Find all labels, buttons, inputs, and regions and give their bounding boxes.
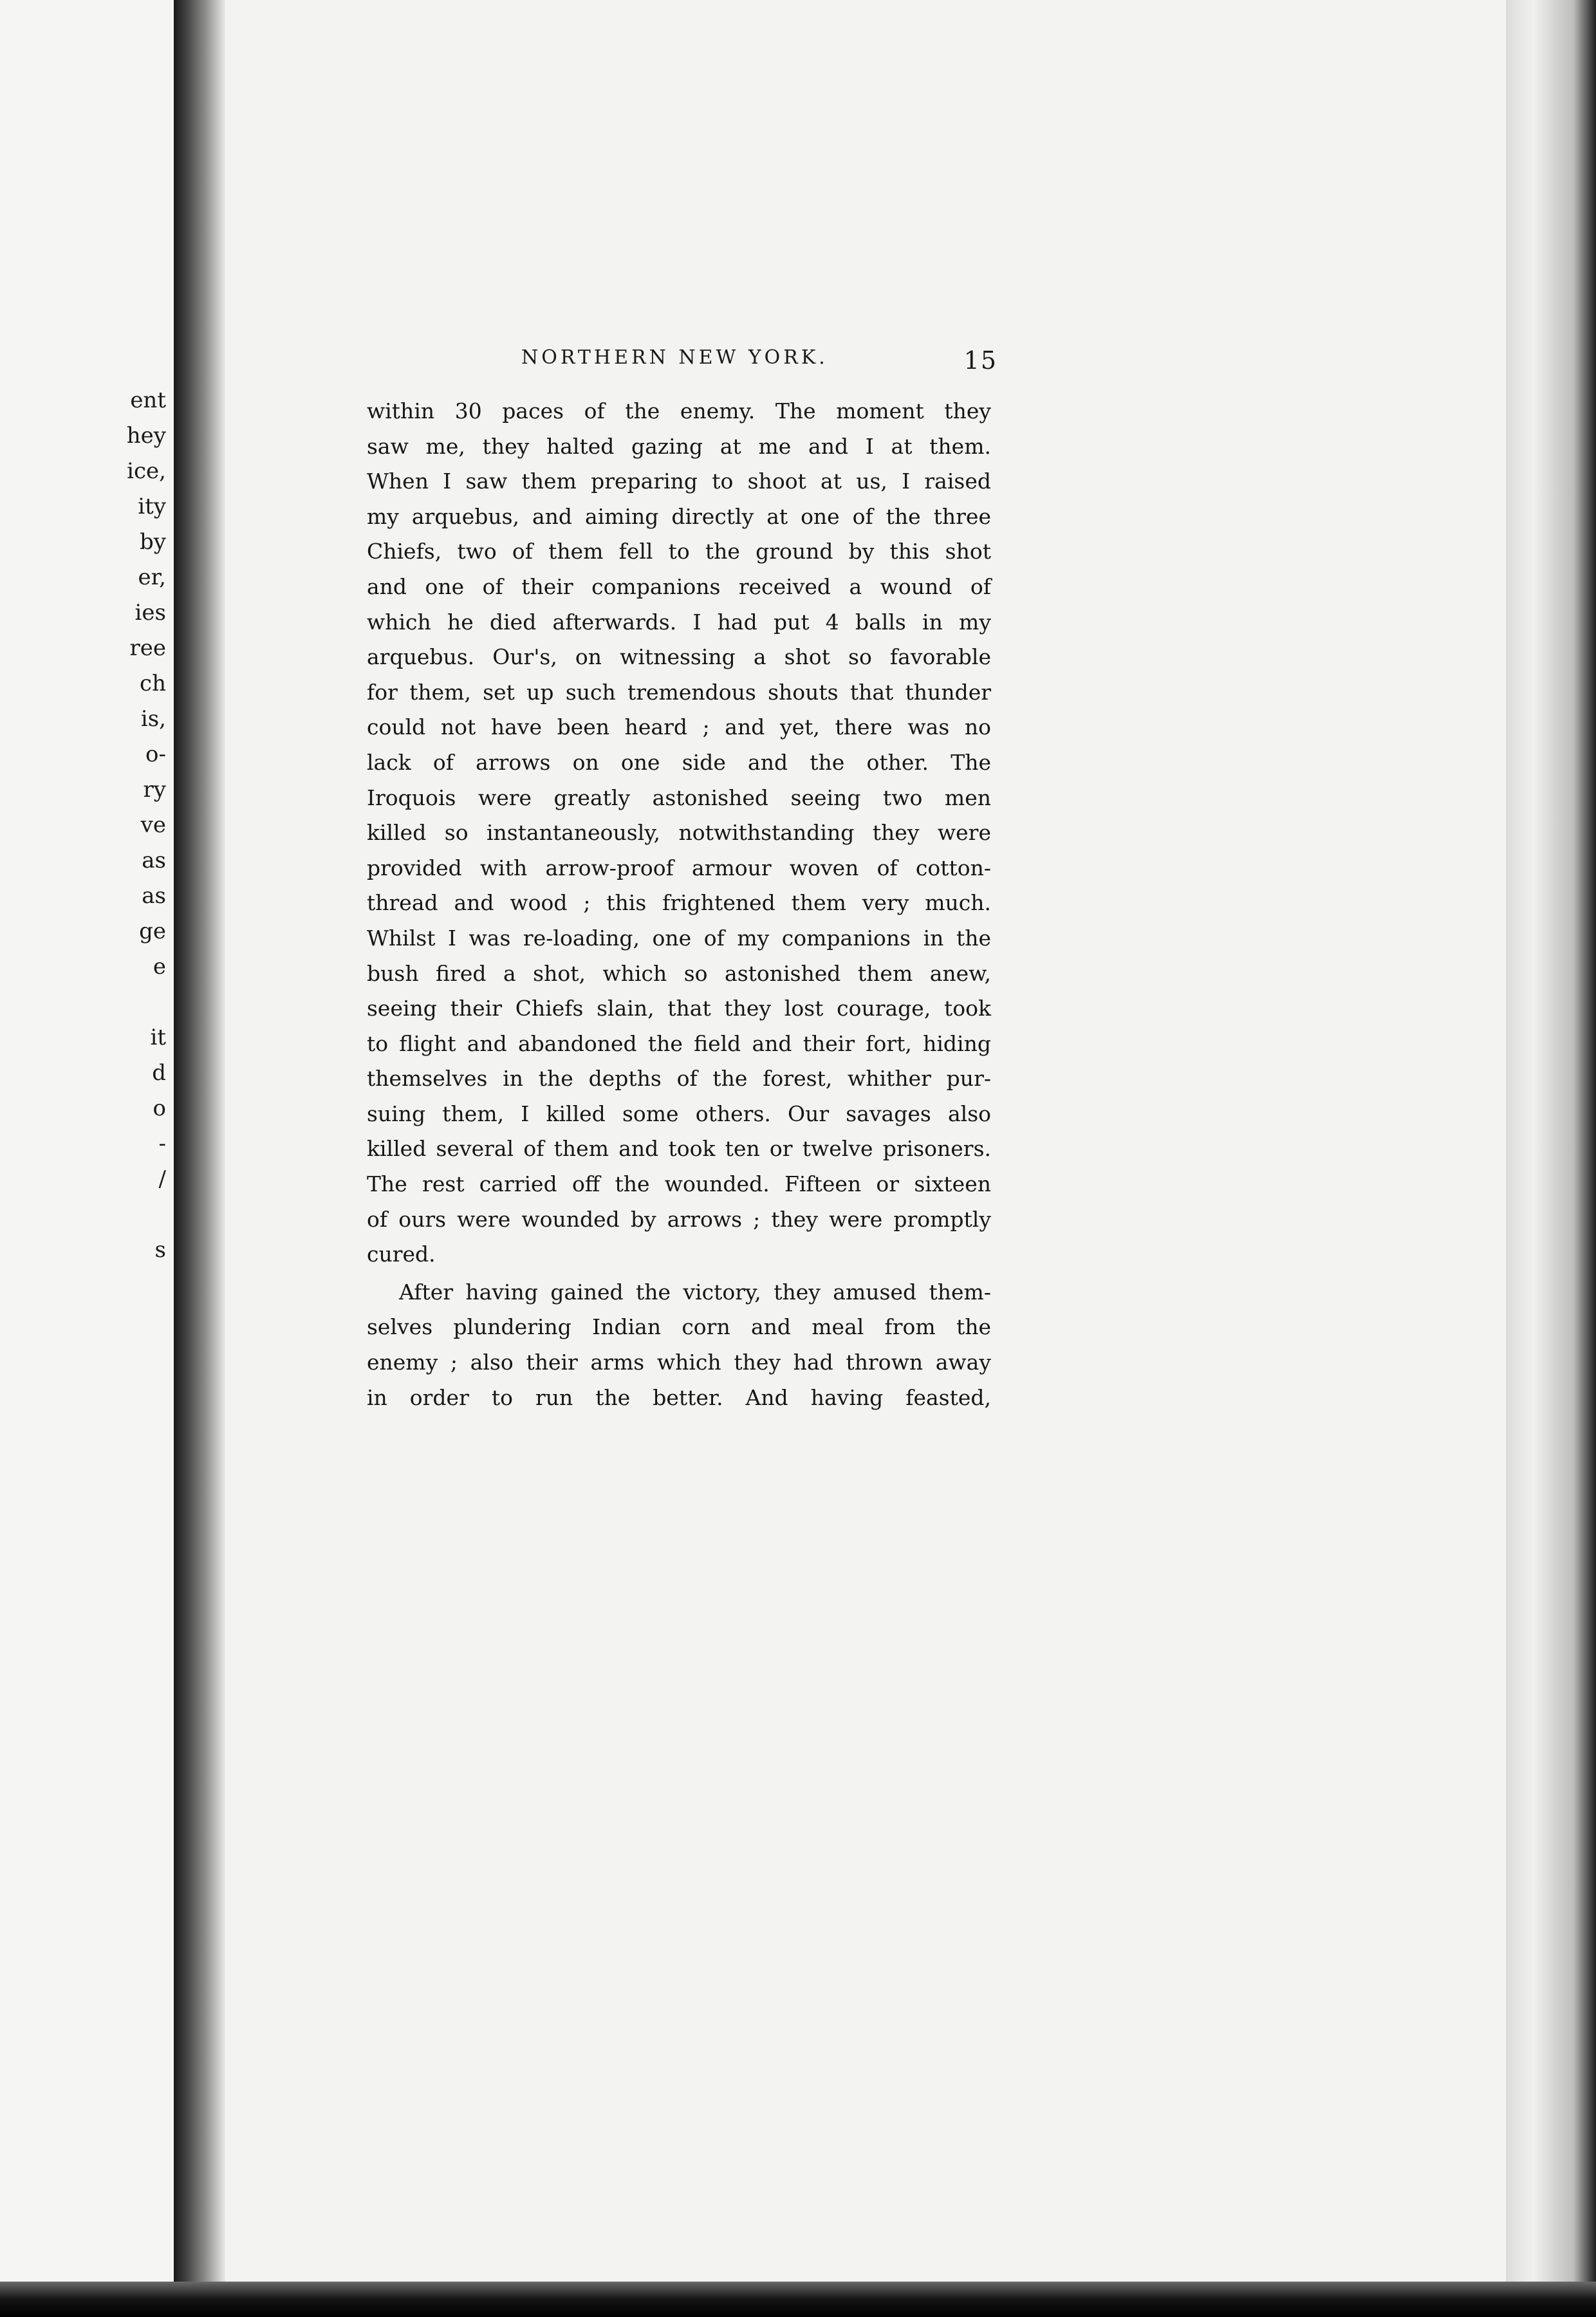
text-line: The rest carried off the wounded. Fifteen or sixteen (367, 1171, 991, 1197)
text-line: to flight and abandoned the field and their fort, hiding (367, 1030, 991, 1056)
left-fragment-line: s (154, 1237, 166, 1263)
text-line: enemy ; also their arms which they had thrown away (367, 1350, 991, 1375)
text-line: of ours were wounded by arrows ; they were promptly (367, 1206, 991, 1232)
left-fragment-line: o (153, 1095, 166, 1121)
left-fragment-line: by (140, 529, 166, 555)
left-fragment-line: as (142, 883, 166, 909)
text-line: Whilst I was re-loading, one of my companions in the (367, 925, 991, 951)
text-line: and one of their companions received a wound of (367, 573, 991, 599)
left-fragment-line: ice, (127, 458, 166, 484)
body-text (367, 394, 991, 1415)
text-line: which he died afterwards. I had put 4 balls in my (367, 609, 991, 635)
text-line: cured. (367, 1242, 436, 1267)
left-page-fragment (0, 0, 174, 2291)
text-line: could not have been heard ; and yet, there was no (367, 714, 991, 740)
left-fragment-line: d (152, 1060, 166, 1086)
left-fragment-line: it (150, 1025, 166, 1050)
paragraph (367, 394, 991, 1272)
book-gutter (174, 0, 225, 2291)
text-line: After having gained the victory, they amused them- (399, 1279, 991, 1305)
left-page-text-fragments (0, 383, 174, 1268)
text-line: for them, set up such tremendous shouts that thunder (367, 679, 991, 705)
text-line: Chiefs, two of them fell to the ground by this shot (367, 539, 991, 564)
left-fragment-line: / (158, 1166, 166, 1192)
page-edge (1506, 0, 1596, 2291)
text-line: in order to run the better. And having feasted, (367, 1384, 991, 1410)
text-line: seeing their Chiefs slain, that they lost courage, took (367, 996, 991, 1021)
left-fragment-line: ch (140, 671, 166, 696)
left-fragment-line: ree (129, 635, 166, 661)
text-line: my arquebus, and aiming directly at one of the three (367, 503, 991, 529)
text-line: within 30 paces of the enemy. The moment they (367, 398, 991, 423)
left-fragment-line: ies (135, 600, 166, 626)
left-fragment-line: as (142, 848, 166, 873)
left-fragment-line: ry (143, 777, 166, 803)
text-line: arquebus. Our's, on witnessing a shot so favorable (367, 644, 991, 670)
page-number: 15 (963, 346, 998, 375)
left-fragment-line: ve (140, 812, 166, 838)
text-line: killed so instantaneously, notwithstanding they were (367, 820, 991, 846)
text-line: provided with arrow-proof armour woven of cotton- (367, 855, 991, 880)
text-line: saw me, they halted gazing at me and I at them. (367, 433, 991, 459)
text-line: bush fired a shot, which so astonished them anew, (367, 960, 991, 986)
left-fragment-line: hey (126, 423, 166, 449)
paragraph (367, 1275, 991, 1415)
left-fragment-line: ity (138, 494, 166, 519)
left-fragment-line: - (158, 1131, 166, 1157)
running-head (360, 346, 998, 385)
text-line: lack of arrows on one side and the other. The (367, 749, 991, 775)
left-fragment-line: o- (145, 741, 166, 767)
text-line: selves plundering Indian corn and meal from the (367, 1314, 991, 1340)
left-fragment-line: er, (138, 564, 166, 590)
left-fragment-line: e (153, 954, 166, 980)
text-line: When I saw them preparing to shoot at us, I raised (367, 469, 991, 494)
left-fragment-line (0, 1197, 174, 1233)
running-head-title: NORTHERN NEW YORK. (521, 346, 828, 369)
text-line: suing them, I killed some others. Our savages also (367, 1101, 991, 1126)
left-fragment-line: ge (139, 918, 166, 944)
text-line: killed several of them and took ten or twelve prisoners. (367, 1136, 991, 1162)
bottom-edge (0, 2282, 1596, 2317)
text-line: themselves in the depths of the forest, whither pur- (367, 1066, 991, 1092)
text-line: thread and wood ; this frightened them very much. (367, 890, 991, 916)
left-fragment-line: ent (130, 387, 166, 413)
left-fragment-line (0, 985, 174, 1020)
left-fragment-line: is, (140, 706, 166, 732)
text-line: Iroquois were greatly astonished seeing two men (367, 785, 991, 810)
